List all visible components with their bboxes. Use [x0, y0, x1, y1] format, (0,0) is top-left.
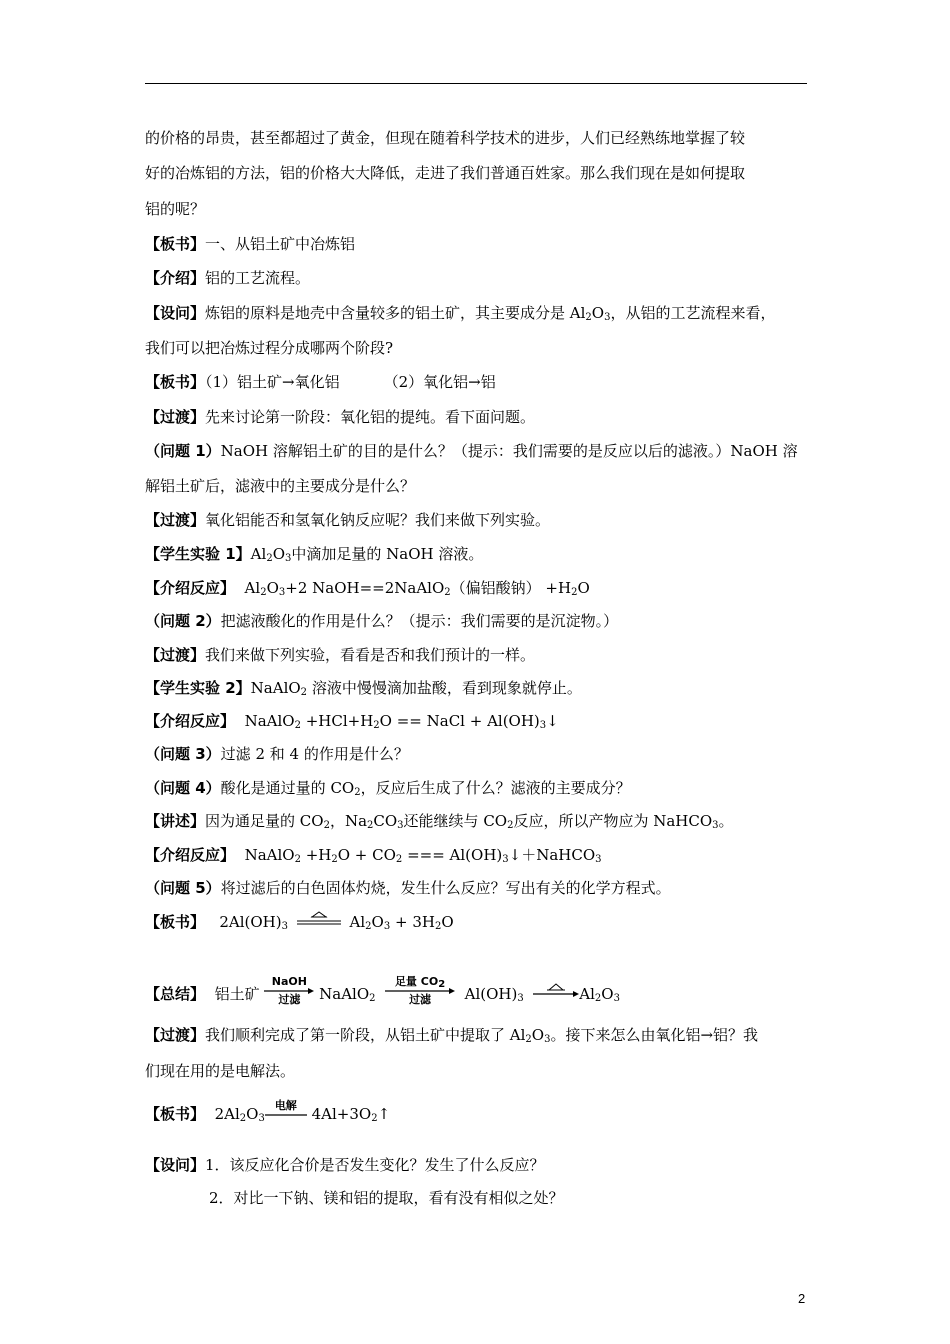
text-line: 们现在用的是电解法。: [145, 1062, 296, 1080]
electrolysis-arrow: 电解: [274, 1099, 297, 1112]
summary-flow: 【总结】 铝土矿 NaOH 过滤 NaAlO$_2$ 足量 $CO_2$ 过滤 $Al(OH)_3$ $Al_2O_3$: [145, 975, 620, 1006]
question-2: （问题 2）把滤液酸化的作用是什么？（提示：我们需要的是沉淀物。）: [145, 612, 619, 630]
heat-equals-icon: [297, 911, 341, 927]
reaction-line: 【介绍反应】 NaAlO$_2$ $+H_2O + CO_2$ === $Al(OH)_3↓+NaHCO_3$: [145, 846, 602, 865]
explanation-line: 【讲述】因为通足量的 $CO_2$，$Na_2CO_3$还能继续与 $CO_2$反应，所以产物应为 NaHCO$_3$。: [145, 812, 734, 831]
transition-line: 【过渡】氧化铝能否和氢氧化钠反应呢？我们来做下列实验。: [145, 511, 551, 529]
question-5: （问题 5）将过滤后的白色固体灼烧，发生什么反应？写出有关的化学方程式。: [145, 879, 671, 897]
header-rule: [145, 83, 807, 84]
question-line: 【设问】炼铝的原料是地壳中含量较多的铝土矿，其主要成分是 $Al_2O_3$，从铝的工艺流程来看，: [145, 304, 776, 323]
text-line: 解铝土矿后，滤液中的主要成分是什么？: [145, 477, 416, 495]
reaction-line: 【介绍反应】 NaAlO$_2$ $+HCl+H_2O$ == NaCl + $Al(OH)_3↓$: [145, 712, 559, 731]
page-number: 2: [798, 1291, 806, 1306]
text-line: 铝的呢？: [145, 200, 206, 218]
question-3: （问题 3）过滤 2 和 4 的作用是什么？: [145, 745, 409, 763]
text-line: 好的冶炼铝的方法，铝的价格大大降低，走进了我们普通百姓家。那么我们现在是如何提取: [145, 164, 746, 182]
question-line: 2．对比一下钠、镁和铝的提取，看有没有相似之处？: [209, 1189, 564, 1207]
arrow-heat: [533, 981, 579, 997]
transition-line: 【过渡】先来讨论第一阶段：氧化铝的提纯。看下面问题。: [145, 408, 536, 426]
student-experiment-2: 【学生实验 2】NaAlO$_2$ 溶液中慢慢滴加盐酸，看到现象就停止。: [145, 679, 582, 698]
question-1: （问题 1）NaOH 溶解铝土矿的目的是什么？（提示：我们需要的是反应以后的滤液。）NaOH 溶: [145, 442, 798, 460]
student-experiment-1: 【学生实验 1】$Al_2O_3$中滴加足量的 NaOH 溶液。: [145, 545, 484, 564]
transition-line: 【过渡】我们顺利完成了第一阶段，从铝土矿中提取了 $Al_2O_3$。接下来怎么由氧化铝→铝？我: [145, 1026, 759, 1045]
transition-line: 【过渡】我们来做下列实验，看看是否和我们预计的一样。: [145, 646, 536, 664]
arrow-co2-filter: 足量 $CO_2$ 过滤: [385, 976, 455, 1006]
text-line: 的价格的昂贵，甚至都超过了黄金，但现在随着科学技术的进步，人们已经熟练地掌握了较: [145, 129, 746, 147]
intro-line: 【介绍】铝的工艺流程。: [145, 269, 311, 287]
board-heading: 【板书】一、从铝土矿中冶炼铝: [145, 235, 356, 253]
board-equation: 【板书】 $2Al(OH)_3$ $Al_2O_3 + 3H_2O$: [145, 913, 454, 932]
board-line: 【板书】（1）铝土矿→氧化铝 （2）氧化铝→铝: [145, 373, 496, 391]
arrow-naoh-filter: NaOH 过滤: [264, 976, 314, 1006]
text-line: 我们可以把冶炼过程分成哪两个阶段?: [145, 339, 394, 357]
question-4: （问题 4）酸化是通过量的 $CO_2$，反应后生成了什么？滤液的主要成分？: [145, 779, 631, 798]
question-line: 【设问】1．该反应化合价是否发生变化？发生了什么反应？: [145, 1156, 545, 1174]
reaction-line: 【介绍反应】 $Al_2O_3+2$ NaOH==2NaAlO$_2$（偏铝酸钠） $+H_2O$: [145, 579, 590, 598]
board-electrolysis: 【板书】 $2Al_2O_3$ 电解 $4Al+3O_2↑$: [145, 1099, 391, 1124]
